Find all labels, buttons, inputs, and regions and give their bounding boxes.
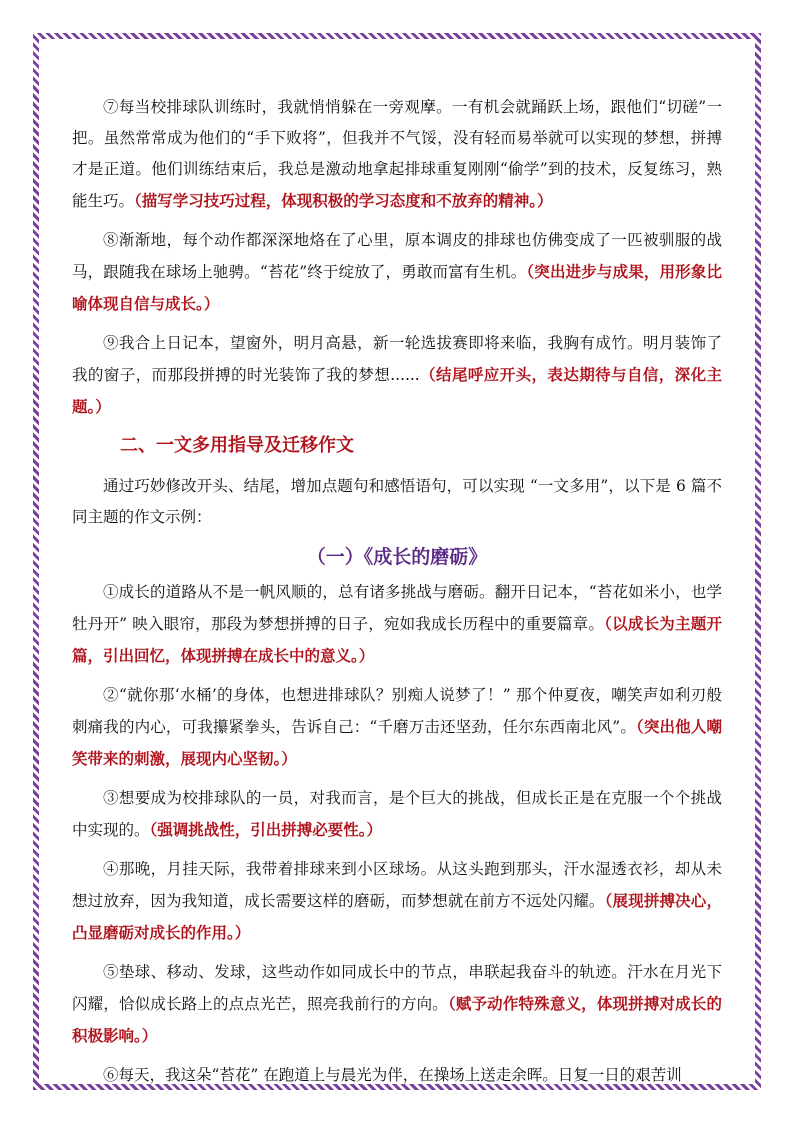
annotation-note: （突出他人嘲笑带来的刺激，展现内心坚韧。） <box>72 717 722 768</box>
intro-paragraph: 通过巧妙修改开头、结尾，增加点题句和感悟语句，可以实现 “一文多用”，以下是 6 篇不同主题的作文示例： <box>72 477 722 526</box>
paragraph-7: ⑦每当校排球队训练时，我就悄悄躲在一旁观摩。一有机会就踊跃上场，跟他们“切磋”一把。虽然常常成为他们的“手下败将”，但我并不气馁，没有轻而易举就可以实现的梦想，拼搏才是正道。他们训练结束后，我总是激动地拿起排球重复刚刚“偷学”到的技术，反复练习，熟能生巧。（描写学习技巧过程，体现积极的学习态度和不放弃的精神。） <box>72 98 722 210</box>
annotation-note: （强调挑战性，引出拼搏必要性。） <box>149 820 383 839</box>
document-body <box>72 92 722 1099</box>
essay-title: （一）《成长的磨砺》 <box>306 546 488 568</box>
paragraph-9: ⑨我合上日记本，望窗外，明月高悬，新一轮选拔赛即将来临，我胸有成竹。明月装饰了我的窗子，而那段拼搏的时光装饰了我的梦想......（结尾呼应开头，表达期待与自信，深化主题。） <box>72 334 722 416</box>
essay-paragraph-5: ⑤垫球、移动、发球，这些动作如同成长中的节点，串联起我奋斗的轨迹。汗水在月光下闪耀，恰似成长路上的点点光芒，照亮我前行的方向。（赋予动作特殊意义，体现拼搏对成长的积极影响。） <box>72 963 722 1045</box>
essay-paragraph-4: ④那晚，月挂天际，我带着排球来到小区球场。从这头跑到那头，汗水湿透衣衫，却从未想过放弃，因为我知道，成长需要这样的磨砺，而梦想就在前方不远处闪耀。（展现拼搏决心，凸显磨砺对成长的作用。） <box>72 860 722 942</box>
essay-paragraph-6: ⑥每天，我这朵“苔花” 在跑道上与晨光为伴，在操场上送走余晖。日复一日的艰苦训 <box>103 1066 682 1084</box>
essay-paragraph-3: ③想要成为校排球队的一员，对我而言，是个巨大的挑战，但成长正是在克服一个个挑战中实现的。（强调挑战性，引出拼搏必要性。） <box>72 789 722 839</box>
annotation-note: （描写学习技巧过程，体现积极的学习态度和不放弃的精神。） <box>134 191 553 210</box>
annotation-note: （以成长为主题开篇，引出回忆，体现拼搏在成长中的意义。） <box>72 614 722 665</box>
essay-paragraph-2: ②“就你那‘水桶’的身体，也想进排球队？别痴人说梦了！” 那个仲夏夜，嘲笑声如利刃般刺痛我的内心，可我攥紧拳头，告诉自己：“千磨万击还坚劲，任尔东西南北风”。（突出他人嘲笑带来的刺激，展现内心坚韧。） <box>72 686 722 768</box>
annotation-note: （突出进步与成果，用形象比喻体现自信与成长。） <box>72 262 722 313</box>
section-heading: 二、一文多用指导及迁移作文 <box>120 435 354 456</box>
annotation-note: （结尾呼应开头，表达期待与自信，深化主题。） <box>72 365 722 416</box>
annotation-note: （展现拼搏决心，凸显磨砺对成长的作用。） <box>72 891 722 942</box>
essay-paragraph-1: ①成长的道路从不是一帆风顺的，总有诸多挑战与磨砺。翻开日记本，“苔花如米小，也学牡丹开” 映入眼帘，那段为梦想拼搏的日子，宛如我成长历程中的重要篇章。（以成长为主题开篇，引出回忆，体现拼搏在成长中的意义。） <box>72 583 722 665</box>
annotation-note: （赋予动作特殊意义，体现拼搏对成长的积极影响。） <box>72 994 722 1045</box>
paragraph-8: ⑧渐渐地，每个动作都深深地烙在了心里，原本调皮的排球也仿佛变成了一匹被驯服的战马，跟随我在球场上驰骋。“苔花”终于绽放了，勇敢而富有生机。（突出进步与成果，用形象比喻体现自信与成长。） <box>72 231 722 313</box>
